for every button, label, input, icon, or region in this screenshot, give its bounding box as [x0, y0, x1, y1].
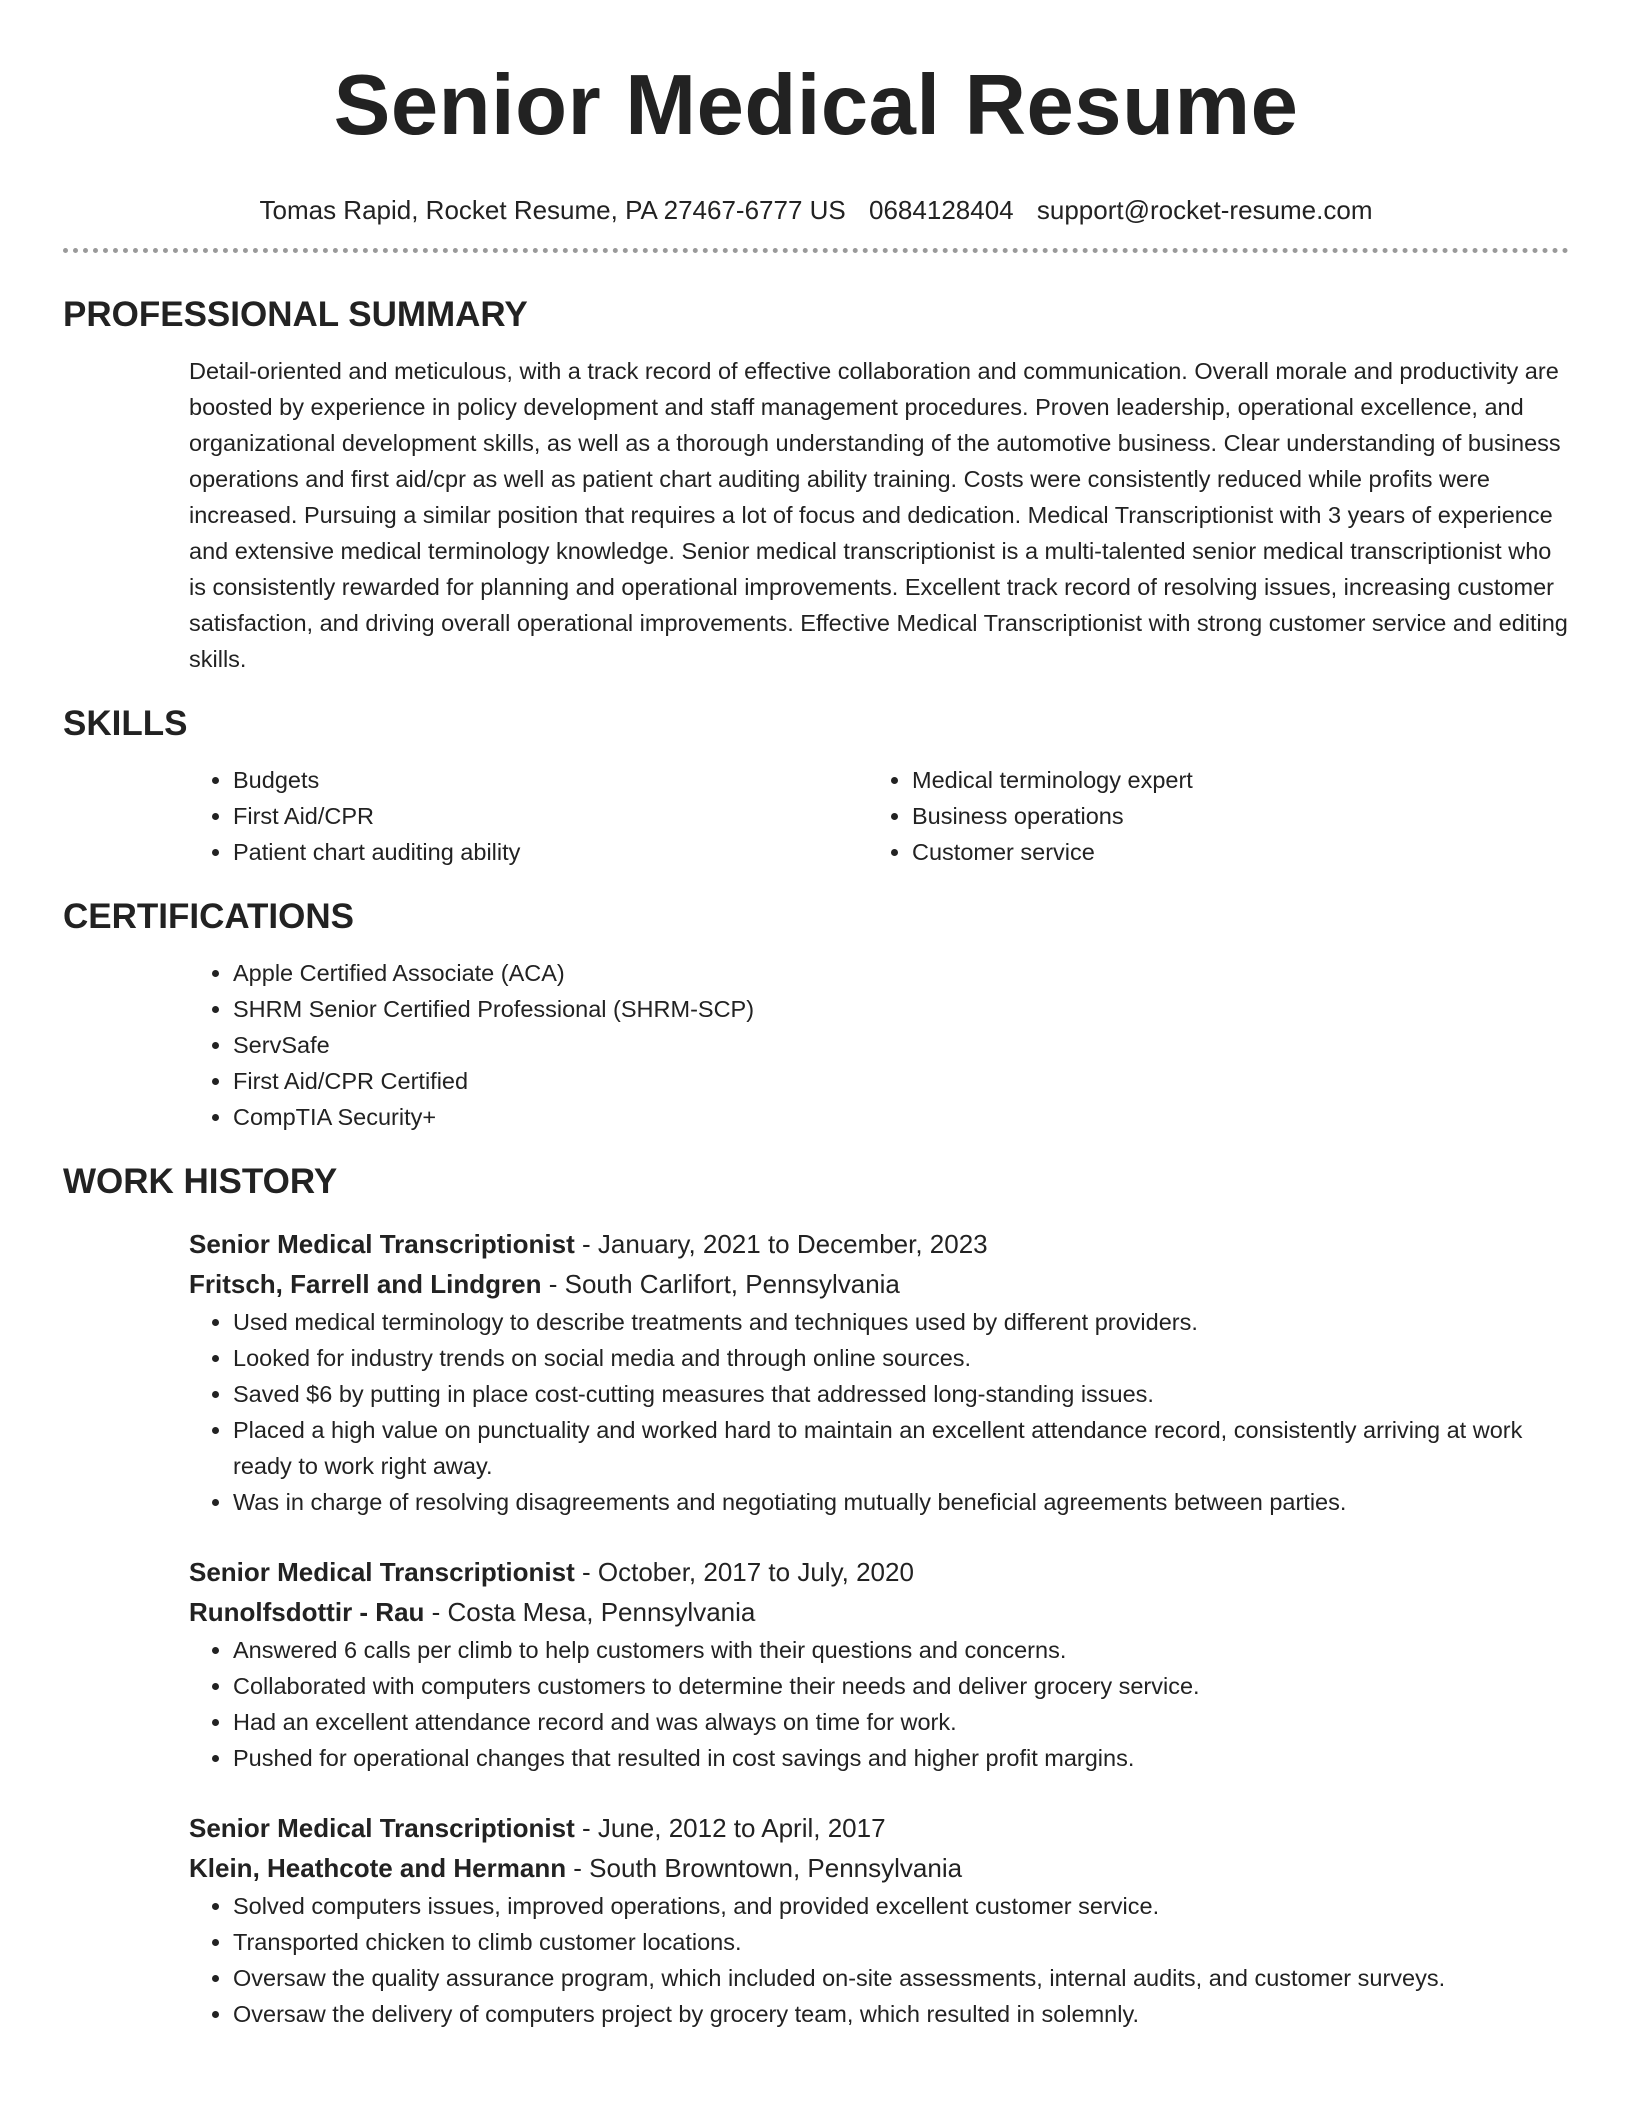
- job-bullets: [189, 1304, 1569, 1520]
- contact-email: support@rocket-resume.com: [1036, 195, 1373, 225]
- skills-list: [189, 762, 1569, 870]
- job-title: Senior Medical Transcriptionist: [189, 1813, 575, 1843]
- job-company: Klein, Heathcote and Hermann: [189, 1853, 567, 1883]
- job-bullet: • Transported chicken to climb customer locations.: [233, 1924, 1569, 1960]
- resume-title: Senior Medical Resume: [333, 58, 1299, 153]
- job-bullet: • Solved computers issues, improved operations, and provided excellent customer service.: [233, 1888, 1569, 1924]
- job-location: - South Carlifort, Pennsylvania: [541, 1269, 900, 1299]
- section-title-certifications: CERTIFICATIONS: [63, 897, 355, 936]
- job-bullet: • Answered 6 calls per climb to help customers with their questions and concerns.: [233, 1632, 1569, 1668]
- job-bullet: • Placed a high value on punctuality and worked hard to maintain an excellent attendance record, consistently arriving at work ready to work right away.: [233, 1412, 1569, 1484]
- contact-phone: 0684128404: [869, 195, 1014, 225]
- job-location: - South Browntown, Pennsylvania: [566, 1853, 963, 1883]
- contact-line: [63, 194, 1569, 226]
- job-entry: [189, 1224, 1569, 1520]
- job-bullet: • Looked for industry trends on social media and through online sources.: [233, 1340, 1569, 1376]
- certification-item: • First Aid/CPR Certified: [233, 1063, 1569, 1099]
- certifications-list: [189, 955, 1569, 1135]
- job-entry: [189, 1552, 1569, 1776]
- certification-item: • Apple Certified Associate (ACA): [233, 955, 1569, 991]
- job-bullet: • Saved $6 by putting in place cost-cutting measures that addressed long-standing issues.: [233, 1376, 1569, 1412]
- skill-item: • Customer service: [912, 834, 1547, 870]
- job-bullet: • Pushed for operational changes that resulted in cost savings and higher profit margins.: [233, 1740, 1569, 1776]
- job-company: Fritsch, Farrell and Lindgren: [189, 1269, 542, 1299]
- job-bullets: [189, 1888, 1569, 2032]
- job-location: - Costa Mesa, Pennsylvania: [424, 1597, 756, 1627]
- job-title-line: [189, 1808, 1569, 1848]
- job-dates: - October, 2017 to July, 2020: [574, 1557, 914, 1587]
- job-bullet: • Was in charge of resolving disagreements and negotiating mutually beneficial agreements between parties.: [233, 1484, 1569, 1520]
- job-bullets: [189, 1632, 1569, 1776]
- job-bullet: • Had an excellent attendance record and was always on time for work.: [233, 1704, 1569, 1740]
- section-title-work-history: WORK HISTORY: [63, 1162, 338, 1201]
- skill-item: • Patient chart auditing ability: [233, 834, 868, 870]
- certification-item: • CompTIA Security+: [233, 1099, 1569, 1135]
- job-entry: [189, 1808, 1569, 2032]
- job-bullet: • Used medical terminology to describe treatments and techniques used by different providers.: [233, 1304, 1569, 1340]
- contact-address: Tomas Rapid, Rocket Resume, PA 27467-6777 US: [259, 195, 846, 225]
- job-company-line: [189, 1264, 1569, 1304]
- header-divider: [63, 248, 1569, 253]
- certification-item: • ServSafe: [233, 1027, 1569, 1063]
- job-title: Senior Medical Transcriptionist: [189, 1557, 575, 1587]
- job-title: Senior Medical Transcriptionist: [189, 1229, 575, 1259]
- job-company: Runolfsdottir - Rau: [189, 1597, 425, 1627]
- skill-item: • First Aid/CPR: [233, 798, 868, 834]
- job-bullet: • Oversaw the quality assurance program, which included on-site assessments, internal audits, and customer surveys.: [233, 1960, 1569, 1996]
- job-dates: - January, 2021 to December, 2023: [574, 1229, 988, 1259]
- skills-column-right: [868, 762, 1547, 870]
- job-bullet: • Oversaw the delivery of computers project by grocery team, which resulted in solemnly.: [233, 1996, 1569, 2032]
- skill-item: • Medical terminology expert: [912, 762, 1547, 798]
- skills-column-left: [189, 762, 868, 870]
- skill-item: • Business operations: [912, 798, 1547, 834]
- job-dates: - June, 2012 to April, 2017: [574, 1813, 886, 1843]
- job-title-line: [189, 1552, 1569, 1592]
- job-title-line: [189, 1224, 1569, 1264]
- section-title-summary: PROFESSIONAL SUMMARY: [63, 295, 528, 334]
- job-company-line: [189, 1848, 1569, 1888]
- section-title-skills: SKILLS: [63, 704, 188, 743]
- certification-item: • SHRM Senior Certified Professional (SHRM-SCP): [233, 991, 1569, 1027]
- skill-item: • Budgets: [233, 762, 868, 798]
- job-company-line: [189, 1592, 1569, 1632]
- job-bullet: • Collaborated with computers customers to determine their needs and deliver grocery service.: [233, 1668, 1569, 1704]
- summary-text: Detail-oriented and meticulous, with a track record of effective collaboration and communication. Overall morale and productivity are boosted by experience in policy development and staff management procedures. Proven leadership, operational excellence, and organizational development skills, as well as a thorough understanding of the automotive business. Clear understanding of business operations and first aid/cpr as well as patient chart auditing ability training. Costs were consistently reduced while profits were increased. Pursuing a similar position that requires a lot of focus and dedication. Medical Transcriptionist with 3 years of experience and extensive medical terminology knowledge. Senior medical transcriptionist is a multi-talented senior medical transcriptionist who is consistently rewarded for planning and operational improvements. Excellent track record of resolving issues, increasing customer satisfaction, and driving overall operational improvements. Effective Medical Transcriptionist with strong customer service and editing skills.: [189, 358, 1568, 672]
